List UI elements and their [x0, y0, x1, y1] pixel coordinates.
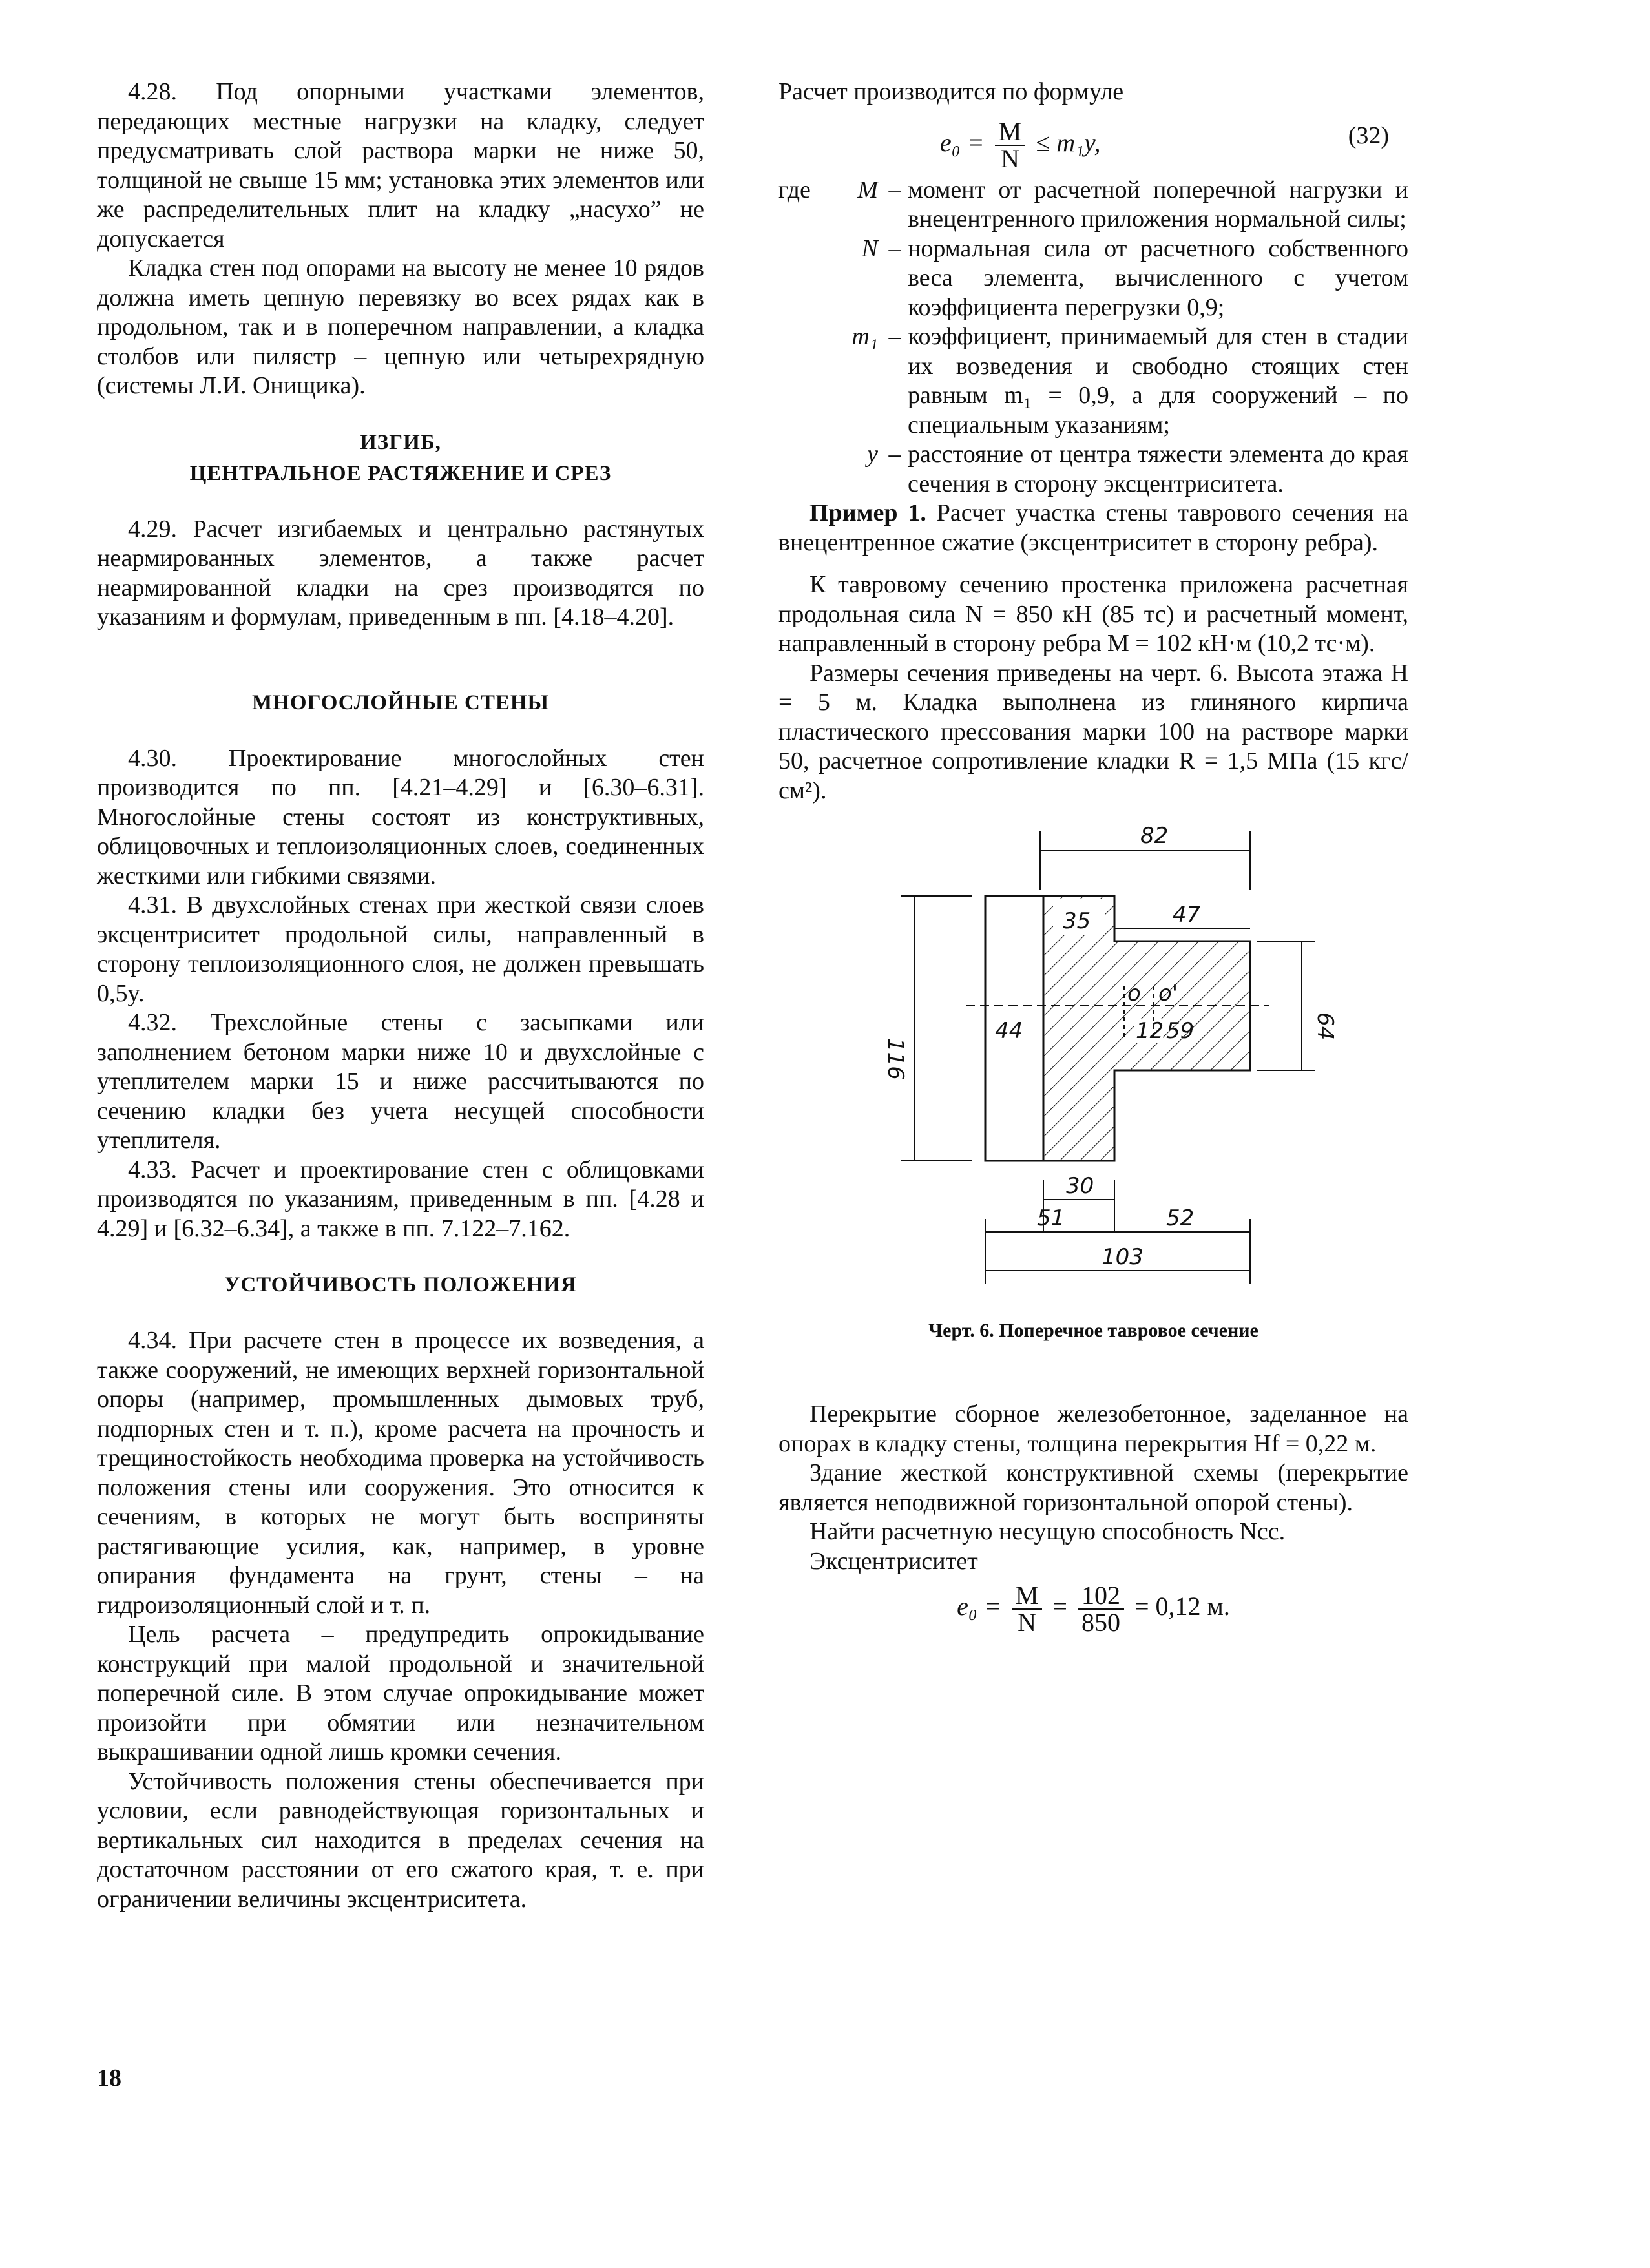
- dim-44: 44: [995, 1018, 1023, 1044]
- page-number: 18: [97, 2065, 121, 2092]
- dim-51: 51: [1037, 1205, 1065, 1231]
- definition-dash: –: [888, 234, 901, 262]
- t-section-drawing: [778, 818, 1408, 1322]
- definitions-list: [778, 176, 1408, 499]
- section-heading-bending: ИЗГИБ,: [360, 430, 441, 454]
- section-heading-multilayer: МНОГОСЛОЙНЫЕ СТЕНЫ: [252, 691, 549, 714]
- eq-lhs: e₀ =: [957, 1592, 1001, 1621]
- point-o: o: [1127, 981, 1141, 1006]
- formula-expression: [940, 116, 1101, 173]
- section-heading-stability: УСТОЙЧИВОСТЬ ПОЛОЖЕНИЯ: [224, 1273, 577, 1296]
- definition-text: коэффициент, принимаемый для стен в стадии их возведения и свободно стоящих стен равным m₁ = 0,9, а для сооружений – по специальным указаниям;: [908, 323, 1408, 439]
- paragraph-4-30: 4.30. Проектирование многослойных стен производится по пп. [4.21–4.29] и [6.30–6.31]. Многослойные стены состоят из конструктивных, облицовочных и теплоизоляционных слоев, соединенных жесткими или гибкими связями.: [97, 744, 704, 890]
- formula-rhs: ≤ m₁y,: [1036, 127, 1101, 157]
- example-paragraph-1: К тавровому сечению простенка приложена расчетная продольная сила N = 850 кН (85 тс) и расчетный момент, направленный в сторону ребра M = 102 кН·м (10,2 тс·м).: [778, 571, 1408, 657]
- dim-59: 59: [1166, 1018, 1195, 1044]
- eq-den-1: N: [1018, 1608, 1037, 1637]
- example-label: Пример 1.: [809, 499, 926, 526]
- definition-text: расстояние от центра тяжести элемента до края сечения в сторону эксцентриситета.: [908, 441, 1408, 497]
- paragraph-4-31: 4.31. В двухслойных стенах при жесткой связи слоев эксцентриситет продольной силы, направленный в сторону теплоизоляционного слоя, не должен превышать 0,5y.: [97, 891, 704, 1007]
- definition-text: нормальная сила от расчетного собственного веса элемента, вычисленного с учетом коэффициента перегрузки 0,9;: [908, 234, 1408, 321]
- eq-rhs: = 0,12 м.: [1134, 1592, 1230, 1621]
- dim-103: 103: [1102, 1244, 1144, 1270]
- eq-num-2: 102: [1078, 1583, 1124, 1610]
- formula-32: [778, 107, 1408, 172]
- example-paragraph-5: Найти расчетную несущую способность Ncc.: [809, 1518, 1286, 1545]
- point-o-prime: o': [1158, 981, 1178, 1006]
- definition-item: [778, 234, 1408, 323]
- paragraph-4-28: 4.28. Под опорными участками элементов, передающих местные нагрузки на кладку, следует предусматривать слой раствора марки не ниже 50, толщиной не свыше 15 мм; установка этих элементов или же распределительных плит на кладку „насухо” не допускается: [97, 78, 704, 253]
- t-section-figure: [778, 818, 1408, 1361]
- figure-caption: Черт. 6. Поперечное тавровое сечение: [928, 1320, 1258, 1341]
- definition-text: момент от расчетной поперечной нагрузки и внецентренного приложения нормальной силы;: [908, 176, 1408, 233]
- paragraph-4-29: 4.29. Расчет изгибаемых и центрально растянутых неармированных элементов, а также расчет неармированной кладки на срез производятся по указаниям и формулам, приведенным в пп. [4.18–4.20].: [97, 515, 704, 630]
- formula-lhs: e₀ =: [940, 127, 985, 157]
- paragraph-4-33: 4.33. Расчет и проектирование стен с облицовками производятся по указаниям, приведенным в пп. [4.28 и 4.29] и [6.32–6.34], а также в пп. 7.122–7.162.: [97, 1156, 704, 1242]
- definition-item: [778, 440, 1408, 499]
- example-1: [778, 499, 1408, 557]
- formula-numerator: M: [995, 119, 1026, 146]
- definition-dash: –: [888, 441, 901, 468]
- paragraph-4-28-continued: Кладка стен под опорами на высоту не менее 10 рядов должна иметь цепную перевязку во всех рядах как в продольном, так и в поперечном направлении, а кладка столбов или пилястр – цепную или четырехрядную (системы Л.И. Онищика).: [97, 255, 704, 399]
- example-paragraph-3: Перекрытие сборное железобетонное, заделанное на опорах в кладку стены, толщина перекрытия Hf = 0,22 м.: [778, 1400, 1408, 1457]
- dim-47: 47: [1173, 902, 1201, 928]
- definition-item: [778, 176, 1408, 234]
- dim-52: 52: [1166, 1205, 1195, 1231]
- definition-symbol: M: [857, 176, 878, 203]
- definition-dash: –: [888, 323, 901, 350]
- dim-12: 12: [1136, 1018, 1164, 1044]
- dim-64: 64: [1312, 1012, 1338, 1041]
- example-paragraph-2: Размеры сечения приведены на черт. 6. Высота этажа H = 5 м. Кладка выполнена из глиняного кирпича пластического прессования марки 100 на растворе марки 50, расчетное сопротивление кладки R = 1,5 МПа (15 кгс/см²).: [778, 659, 1408, 804]
- eq-fraction-2: [1078, 1583, 1124, 1636]
- dim-30: 30: [1066, 1173, 1094, 1199]
- right-column: [778, 78, 1408, 1636]
- example-text: Расчет участка стены таврового сечения на внецентренное сжатие (эксцентриситет в сторону ребра).: [778, 499, 1408, 556]
- definition-symbol: m₁: [851, 323, 878, 350]
- where-label: где: [778, 176, 811, 203]
- paragraph-4-34-final: Устойчивость положения стены обеспечивается при условии, если равнодействующая горизонтальных и вертикальных сил находится в пределах сечения на достаточном расстоянии от его сжатого края, т. е. при ограничении величины эксцентриситета.: [97, 1767, 704, 1913]
- formula-number: (32): [1348, 121, 1389, 149]
- left-column: [97, 78, 704, 1914]
- definition-symbol: N: [861, 234, 878, 262]
- eq-den-2: 850: [1081, 1608, 1120, 1637]
- definition-symbol: y: [867, 441, 878, 468]
- paragraph-4-34-continued: Цель расчета – предупредить опрокидывание конструкций при малой продольной и значительной поперечной силе. В этом случае опрокидывание может произойти при обмятии или незначительном выкрашивании одной лишь кромки сечения.: [97, 1621, 704, 1765]
- formula-fraction: [995, 116, 1026, 173]
- paragraph-4-32: 4.32. Трехслойные стены с засыпками или заполнением бетоном марки ниже 10 и двухслойные с утеплителем марки 15 и ниже рассчитываются по сечению кладки без учета несущей способности утеплителя.: [97, 1009, 704, 1154]
- eq-num-1: M: [1012, 1583, 1043, 1610]
- eq-equals: =: [1052, 1592, 1067, 1621]
- dim-35: 35: [1063, 908, 1091, 934]
- example-paragraph-4: Здание жесткой конструктивной схемы (перекрытие является неподвижной горизонтальной опорой стены).: [778, 1459, 1408, 1516]
- formula-denominator: N: [1001, 143, 1019, 173]
- definition-dash: –: [888, 176, 901, 203]
- formula-intro: Расчет производится по формуле: [778, 78, 1124, 105]
- section-heading-tension-shear: ЦЕНТРАЛЬНОЕ РАСТЯЖЕНИЕ И СРЕЗ: [189, 461, 612, 485]
- example-paragraph-6: Эксцентриситет: [809, 1547, 978, 1575]
- dim-116: 116: [882, 1038, 908, 1080]
- dim-82: 82: [1140, 823, 1169, 849]
- definition-item: [778, 322, 1408, 440]
- eccentricity-equation: [778, 1583, 1408, 1636]
- eq-fraction-1: [1012, 1583, 1043, 1636]
- paragraph-4-34: 4.34. При расчете стен в процессе их возведения, а также сооружений, не имеющих верхней горизонтальной опоры (например, промышленных дымовых труб, подпорных стен и т. п.), кроме расчета на прочность и трещиностойкость необходима проверка на устойчивость положения стены или сооружения. Это относится к сечениям, в которых не могут быть восприняты растягивающие усилия, как, например, в уровне опирания фундамента на грунт, стены – на гидроизоляционный слой и т. п.: [97, 1327, 704, 1619]
